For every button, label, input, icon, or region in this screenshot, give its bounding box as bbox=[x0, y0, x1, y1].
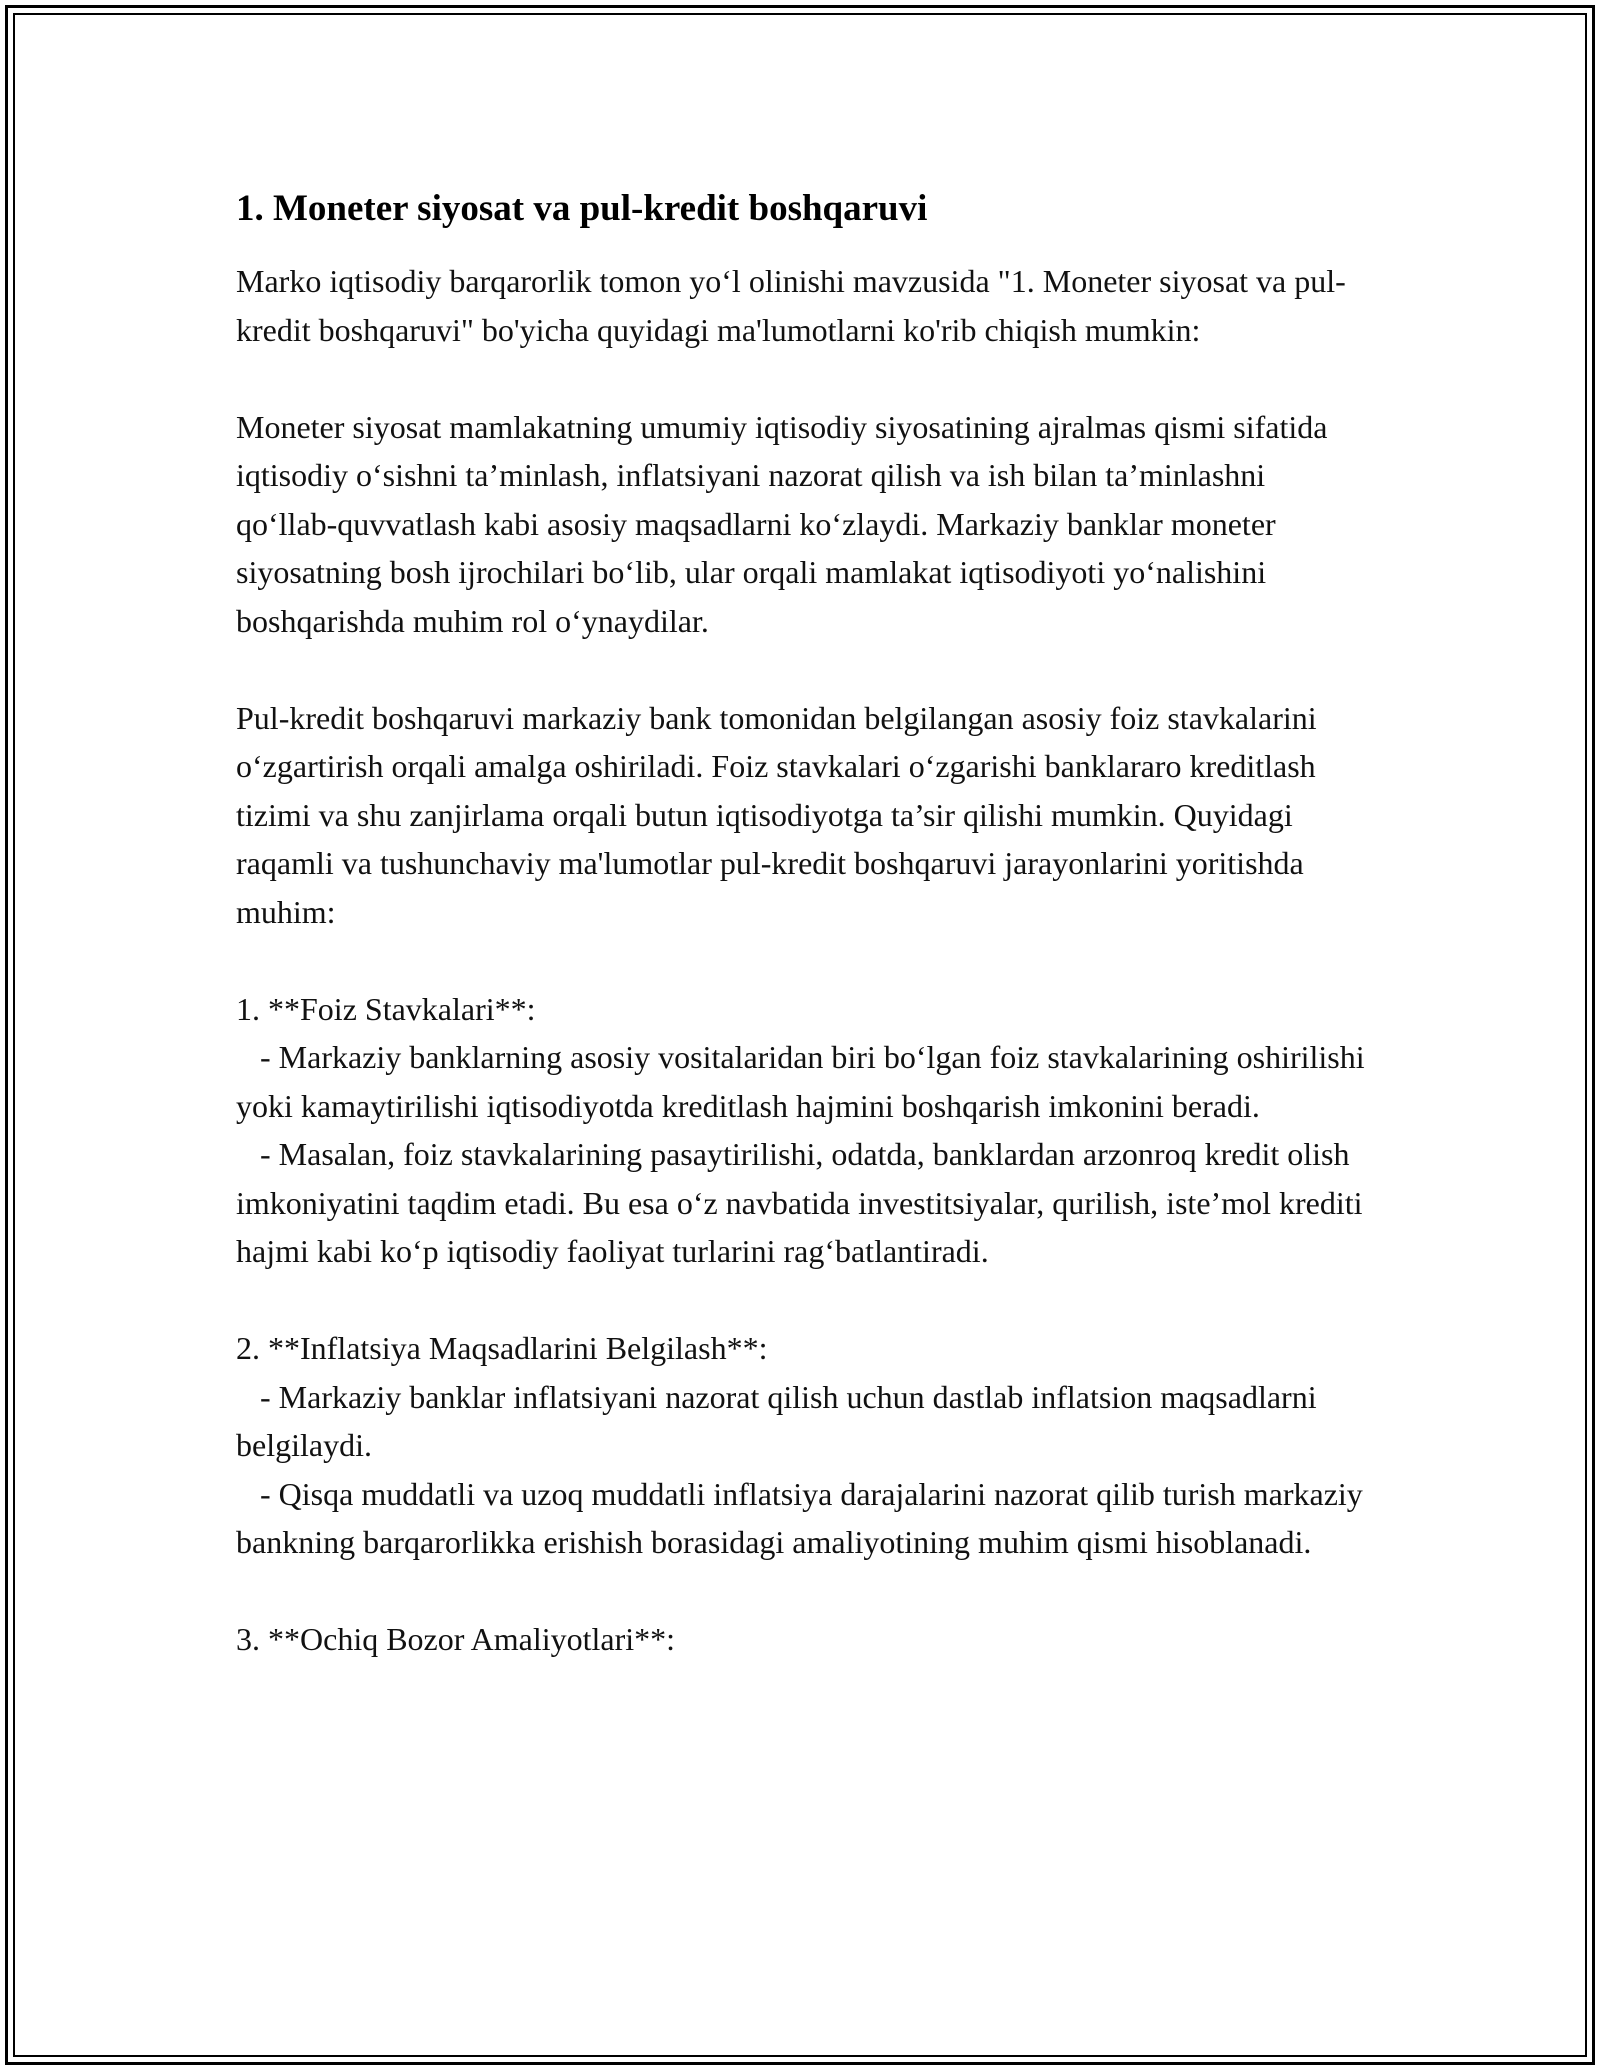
intro-paragraph: Marko iqtisodiy barqarorlik tomon yo‘l olinishi mavzusida "1. Moneter siyosat va pul-kredit boshqaruvi" bo'yicha quyidagi ma'lumotlarni ko'rib chiqish mumkin: bbox=[236, 263, 1346, 348]
document-body bbox=[236, 185, 1366, 1664]
list-item-inflation-targets: 2. **Inflatsiya Maqsadlarini Belgilash**: - Markaziy banklar inflatsiyani nazorat qilish uchun dastlab inflatsion maqsadlarni belgilaydi. - Qisqa muddatli va uzoq muddatli inflatsiya darajalarini nazorat qilib turish markaziy bankning barqarorlikka erishish borasidagi amaliyotining muhim qismi hisoblanadi. bbox=[236, 1330, 1363, 1560]
list-item-open-market: 3. **Ochiq Bozor Amaliyotlari**: bbox=[236, 1621, 676, 1657]
monetary-policy-paragraph: Moneter siyosat mamlakatning umumiy iqtisodiy siyosatining ajralmas qismi sifatida iqtisodiy o‘sishni ta’minlash, inflatsiyani nazorat qilish va ish bilan ta’minlashni qo‘llab-quvvatlash kabi asosiy maqsadlarni ko‘zlaydi. Markaziy banklar moneter siyosatning bosh ijrochilari bo‘lib, ular orqali mamlakat iqtisodiyoti yo‘nalishini boshqarishda muhim rol o‘ynaydilar. bbox=[236, 408, 1336, 639]
list-item-interest-rates: 1. **Foiz Stavkalari**: - Markaziy banklarning asosiy vositalaridan biri bo‘lgan foiz stavkalarining oshirilishi yoki kamaytirilishi iqtisodiyotda kreditlash hajmini boshqarish imkonini beradi. - Masalan, foiz stavkalarining pasaytirilishi, odatda, banklardan arzonroq kredit olish imkoniyatini taqdim etadi. Bu esa o‘z navbatida investitsiyalar, qurilish, iste’mol krediti hajmi kabi ko‘p iqtisodiy faoliyat turlarini rag‘batlantiradi. bbox=[236, 990, 1365, 1269]
section-heading: 1. Moneter siyosat va pul-kredit boshqaruvi bbox=[236, 188, 928, 229]
credit-management-paragraph: Pul-kredit boshqaruvi markaziy bank tomonidan belgilangan asosiy foiz stavkalarini o‘zgartirish orqali amalga oshiriladi. Foiz stavkalari o‘zgarishi banklararo kreditlash tizimi va shu zanjirlama orqali butun iqtisodiyotga ta’sir qilishi mumkin. Quyidagi raqamli va tushunchaviy ma'lumotlar pul-kredit boshqaruvi jarayonlarini yoritishda muhim: bbox=[236, 699, 1325, 930]
